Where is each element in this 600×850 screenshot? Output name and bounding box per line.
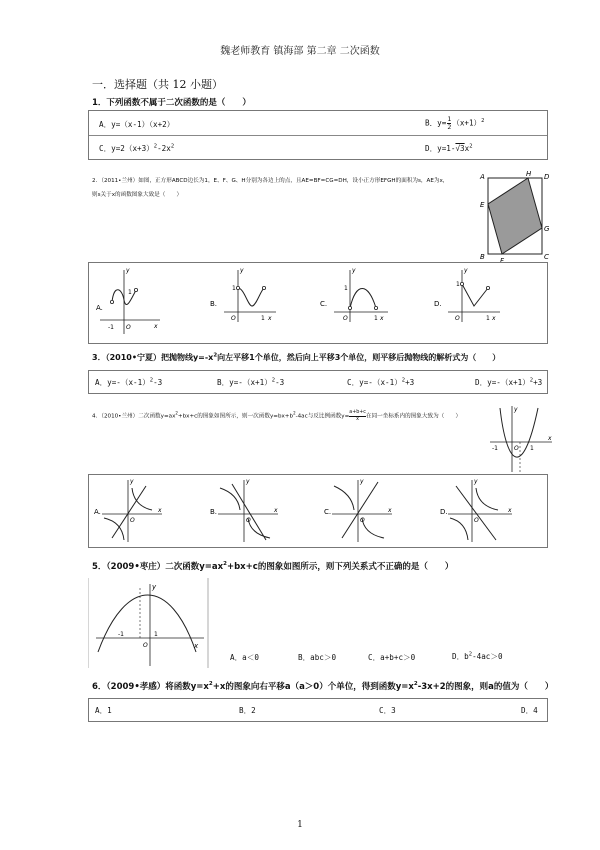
q4-a-hyperbola-lower	[104, 518, 124, 540]
q1-option-c-sup1: 2	[153, 143, 158, 150]
q4-option-d-letter: D.	[440, 508, 448, 516]
q6-option-a[interactable]: A．1	[95, 706, 112, 715]
q2-d-label-y: y	[464, 267, 468, 274]
q1-option-a[interactable]: A．y=（x-1）（x+2）	[99, 120, 175, 129]
label-a: A	[480, 173, 485, 181]
q4-parabola-figure	[486, 402, 556, 474]
q4-fraction	[349, 410, 366, 422]
q5-option-d[interactable]	[452, 651, 503, 662]
q4-d-label-o: O	[474, 517, 479, 524]
q1-option-d-pre: D．y=1-	[425, 144, 456, 153]
q1-option-c-sup2: 2	[170, 143, 175, 150]
q2-b-label-1: 1	[232, 285, 236, 292]
q4-d-line	[456, 486, 496, 540]
q5-d-post: -4ac＞0	[472, 652, 503, 661]
q4-c-label-o: O	[360, 517, 365, 524]
q1-option-b-post: （x+1）	[452, 118, 482, 128]
label-d: D	[544, 173, 550, 181]
q4-fig-label-x: x	[548, 435, 552, 442]
q6-options-box	[88, 698, 548, 722]
q3-b-pre: B．y=-（x+1）	[217, 378, 272, 387]
q2-c-open-dot-left	[348, 306, 351, 309]
q4-option-c[interactable]	[324, 478, 392, 542]
q2-c-label-1: 1	[344, 285, 348, 292]
q2-c-label-y: y	[352, 267, 356, 274]
q4-b-line	[232, 484, 266, 540]
q1-option-b-num: 1	[447, 115, 452, 123]
q5-option-a[interactable]: A．a＜0	[230, 653, 259, 662]
q4-stem-d: 在同一坐标系内的图象大致为（ ）	[365, 413, 462, 420]
q2-d-label-x: x	[492, 315, 496, 322]
q4-a-line	[112, 486, 146, 538]
q4-stem	[92, 410, 461, 422]
q2-d-label-x1: 1	[486, 315, 490, 322]
q1-option-d[interactable]	[425, 143, 473, 154]
q2-a-label-y: y	[126, 267, 130, 274]
q1-option-b-sup: 2	[481, 117, 485, 124]
q2-c-label-x: x	[380, 315, 384, 322]
q4-option-b[interactable]	[210, 478, 278, 542]
q2-option-c-letter: C.	[320, 300, 328, 308]
q3-options-box	[88, 370, 548, 394]
q6-option-d[interactable]: D．4	[521, 706, 538, 715]
q4-stem-c: -4ac与反比例函数y=	[295, 413, 350, 420]
q4-a-label-x: x	[158, 507, 162, 514]
q4-c-label-y: y	[360, 478, 364, 485]
q1-stem: 1．下列函数不属于二次函数的是（ ）	[92, 98, 251, 108]
q2-option-d[interactable]	[434, 267, 500, 322]
q4-d-hyperbola-lower	[450, 518, 468, 540]
label-h: H	[526, 170, 532, 178]
q6-stem-c: -3x+2的图象，则a的值为（ ）	[417, 682, 554, 692]
q4-b-label-x: x	[274, 507, 278, 514]
q4-a-label-y: y	[130, 478, 134, 485]
label-g: G	[544, 225, 550, 233]
q2-c-label-x1: 1	[374, 315, 378, 322]
q4-a-label-o: O	[130, 517, 135, 524]
q2-option-a-letter: A.	[96, 304, 103, 312]
q6-stem-sup2: 2	[413, 681, 418, 688]
q4-fig-label-y: y	[514, 406, 518, 413]
q4-d-label-y: y	[474, 478, 478, 485]
q2-b-label-y: y	[240, 267, 244, 274]
q4-option-d[interactable]	[440, 478, 512, 542]
q1-divider	[89, 135, 547, 136]
q3-b-post: -3	[275, 378, 285, 387]
q2-a-label-o: O	[126, 324, 131, 331]
q3-option-a[interactable]	[95, 377, 162, 388]
section-title: 一．选择题（共 12 小题）	[92, 78, 223, 91]
q1-option-b-fraction	[447, 116, 451, 131]
q2-b-label-x1: 1	[261, 315, 265, 322]
label-e: E	[480, 201, 485, 209]
q5-option-c[interactable]: C．a+b+c＞0	[368, 653, 416, 662]
q4-option-graphs	[88, 474, 546, 546]
q2-d-label-o: O	[455, 315, 460, 322]
q1-option-d-root: √3	[455, 144, 465, 153]
q4-b-label-o: O	[246, 517, 251, 524]
q3-option-d[interactable]	[475, 377, 542, 388]
q3-option-b[interactable]	[217, 377, 284, 388]
q5-d-pre: D．b	[452, 652, 469, 661]
q1-option-d-post: x	[464, 144, 470, 153]
q4-c-hyperbola-lower	[362, 518, 384, 538]
q1-option-c-pre: C．y=2（x+3）	[99, 144, 154, 153]
q2-stem-line2: 则s关于x的函数图象大致是（ ）	[92, 192, 183, 198]
q2-b-label-o: O	[231, 315, 236, 322]
q2-d-label-1: 1	[456, 281, 460, 288]
q5-stem	[92, 560, 453, 572]
q2-option-d-letter: D.	[434, 300, 442, 308]
q4-fig-label-neg1: -1	[492, 445, 498, 452]
q3-a-post: -3	[153, 378, 163, 387]
q2-b-open-dot-left	[236, 286, 239, 289]
q2-square-figure	[476, 168, 552, 264]
q6-stem	[92, 680, 553, 692]
q3-stem-post: 向左平移1个单位，然后向上平移3个单位，则平移后抛物线的解析式为（ ）	[217, 353, 501, 362]
q3-d-pre: D．y=-（x+1）	[475, 378, 530, 387]
q2-a-label-x: x	[154, 323, 158, 330]
q5-option-b[interactable]: B．abc＞0	[298, 653, 337, 662]
q3-d-post: +3	[533, 378, 543, 387]
q4-stem-a: 4．（2010•兰州）二次函数y=ax	[92, 413, 176, 420]
page-number: 1	[297, 820, 303, 830]
q1-options-box	[88, 110, 548, 160]
q3-c-sup: 2	[401, 377, 406, 384]
q2-c-open-dot-right	[374, 306, 377, 309]
q4-d-label-x: x	[508, 507, 512, 514]
q5-fig-label-x: x	[194, 642, 199, 650]
q1-option-b-den: 2	[447, 123, 452, 131]
q3-option-c[interactable]	[347, 377, 414, 388]
q4-b-label-y: y	[246, 478, 250, 485]
q5-parabola-figure	[88, 578, 212, 670]
q2-c-curve	[350, 289, 376, 309]
q1-option-b-pre: B．y=	[425, 118, 447, 128]
q6-stem-b: +x的图象向右平移a（a＞0）个单位，得到函数y=x	[212, 682, 414, 692]
q2-c-label-o: O	[343, 315, 348, 322]
q1-option-b[interactable]	[425, 116, 484, 131]
q3-a-pre: A．y=-（x-1）	[95, 378, 150, 387]
q3-a-sup: 2	[149, 377, 154, 384]
q6-option-c[interactable]: C．3	[379, 706, 396, 715]
q4-stem-sup1: 2	[175, 410, 178, 416]
q5-stem-sup: 2	[223, 561, 227, 568]
q3-stem-pre: 3．（2010•宁夏）把抛物线y=-x	[92, 353, 214, 362]
q2-b-curve	[238, 288, 264, 306]
q1-option-d-sup: 2	[469, 143, 473, 150]
q2-stem-line1: 2．（2011•兰州）如图，正方形ABCD边长为1，E、F、G、H分别为各边上的点，且AE=BF=CG=DH，设小正方形EFGH的面积为s，AE为x，	[92, 178, 449, 184]
q3-b-sup: 2	[271, 377, 276, 384]
page-header: 魏老师教育 镇海部 第二章 二次函数	[220, 46, 380, 57]
q2-option-c[interactable]	[320, 267, 388, 322]
q4-option-a-letter: A.	[94, 508, 101, 516]
q4-stem-sup2: 2	[293, 410, 296, 416]
q4-stem-b: +bx+c的图象如图所示，则一次函数y=bx+b	[177, 413, 294, 420]
q5-fig-label-1: 1	[154, 631, 158, 638]
q3-c-pre: C．y=-（x-1）	[347, 378, 402, 387]
q6-option-b[interactable]: B．2	[239, 706, 256, 715]
q4-frac-den: x	[356, 416, 360, 422]
q5-stem-pre: 5．（2009•枣庄）二次函数y=ax	[92, 562, 224, 572]
q2-d-open-dot-right	[486, 286, 489, 289]
q4-fig-label-o: O	[514, 445, 519, 452]
label-b: B	[480, 253, 485, 261]
q2-a-open-dot-right	[134, 288, 137, 291]
label-f: F	[500, 257, 505, 264]
q2-a-label-neg1: -1	[108, 324, 114, 331]
q2-option-b[interactable]	[210, 267, 276, 322]
q3-stem	[92, 352, 500, 363]
q4-c-label-x: x	[388, 507, 392, 514]
q2-option-b-letter: B.	[210, 300, 218, 308]
q2-a-label-1: 1	[128, 289, 132, 296]
q4-option-c-letter: C.	[324, 508, 332, 516]
q1-option-c-post: -2x	[157, 144, 171, 153]
q5-fig-label-o: O	[143, 642, 148, 649]
q2-d-curve	[462, 284, 488, 306]
q5-fig-label-neg1: -1	[118, 631, 124, 638]
q1-option-c[interactable]	[99, 143, 174, 154]
q4-frac-num: a+b+c	[349, 410, 366, 415]
q4-c-line	[342, 482, 378, 538]
q3-c-post: +3	[405, 378, 415, 387]
q5-fig-label-y: y	[152, 583, 157, 591]
label-c: C	[544, 253, 549, 261]
q4-option-b-letter: B.	[210, 508, 218, 516]
q4-fig-label-1: 1	[530, 445, 534, 452]
q3-stem-sup: 2	[213, 352, 218, 359]
q2-b-open-dot-right	[262, 286, 265, 289]
q2-a-open-dot-left	[110, 300, 113, 303]
q5-d-sup: 2	[468, 651, 473, 658]
q4-option-a[interactable]	[94, 478, 162, 542]
q2-d-open-dot-left	[460, 282, 463, 285]
q3-d-sup: 2	[529, 377, 534, 384]
q5-stem-post: +bx+c的图象如图所示，则下列关系式不正确的是（ ）	[226, 562, 454, 572]
q2-option-a[interactable]	[96, 267, 160, 334]
q2-b-label-x: x	[268, 315, 272, 322]
square-efgh	[488, 178, 542, 254]
q4-d-hyperbola-upper	[476, 488, 498, 510]
q2-option-graphs	[88, 262, 546, 342]
q6-stem-a: 6．（2009•孝感）将函数y=x	[92, 682, 209, 692]
q6-stem-sup1: 2	[208, 681, 213, 688]
q4-c-hyperbola-upper	[334, 486, 354, 510]
